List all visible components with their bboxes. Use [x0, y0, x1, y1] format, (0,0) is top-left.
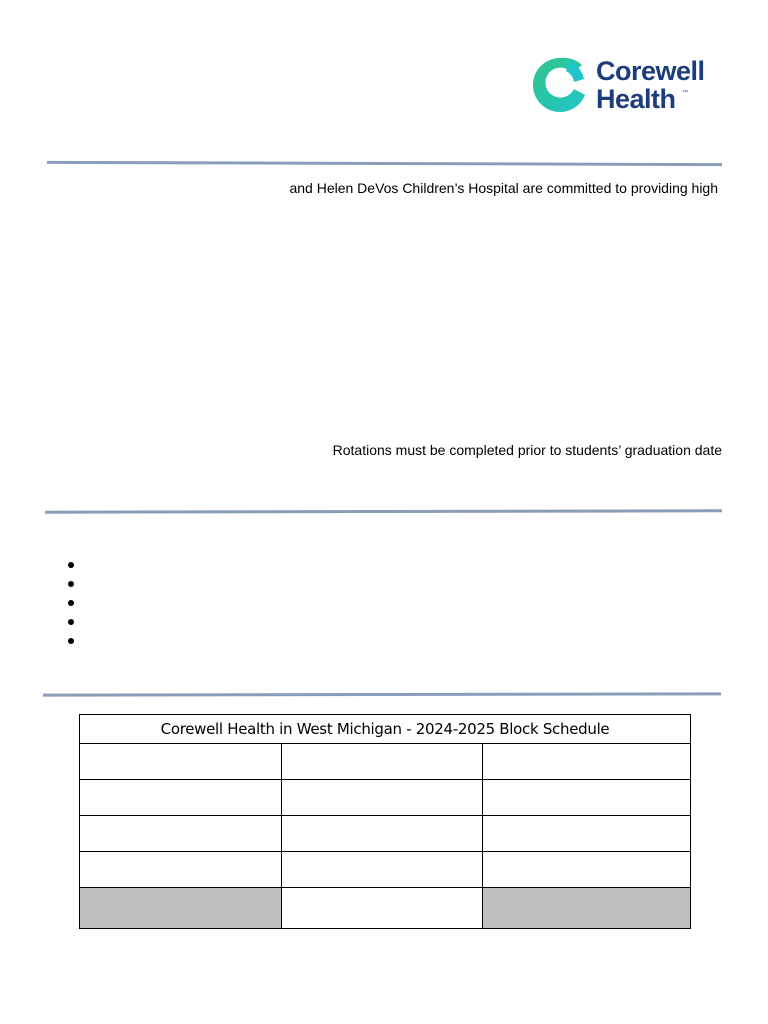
- table-cell: [282, 780, 483, 816]
- corewell-health-logo: [530, 55, 720, 117]
- table-title: Corewell Health in West Michigan - 2024-2025 Block Schedule: [80, 715, 691, 744]
- table-cell: [483, 744, 691, 780]
- table-cell: [483, 780, 691, 816]
- table-cell: [80, 816, 282, 852]
- table-row: [80, 816, 691, 852]
- section-divider-3: [43, 692, 721, 696]
- section-divider-1: [47, 161, 722, 166]
- section-divider-2: [45, 509, 722, 513]
- bullet-item: [66, 575, 86, 594]
- table-row: [80, 852, 691, 888]
- table-cell-shaded: [80, 888, 282, 929]
- logo-line-2: Health: [596, 84, 676, 114]
- logo-line-1: Corewell: [596, 56, 705, 86]
- table-row: [80, 780, 691, 816]
- table-cell-shaded: [483, 888, 691, 929]
- table-cell: [80, 744, 282, 780]
- bullet-item: [66, 556, 86, 575]
- table-row: [80, 888, 691, 929]
- logo-ring-icon: [530, 55, 590, 117]
- table-row: [80, 744, 691, 780]
- table-cell: [282, 852, 483, 888]
- table-cell: [80, 780, 282, 816]
- trademark-symbol: ™: [682, 90, 688, 96]
- table-cell: [80, 852, 282, 888]
- table-cell: [282, 816, 483, 852]
- block-schedule-table: [79, 714, 691, 929]
- bullet-item: [66, 594, 86, 613]
- table-cell: [483, 852, 691, 888]
- rotation-note: Rotations must be completed prior to students’ graduation date: [332, 442, 722, 458]
- intro-text: and Helen DeVos Children’s Hospital are committed to providing high: [289, 180, 718, 196]
- bullet-item: [66, 632, 86, 651]
- table-cell: [282, 888, 483, 929]
- bullet-item: [66, 613, 86, 632]
- table-cell: [282, 744, 483, 780]
- logo-wordmark: [596, 57, 705, 113]
- table-cell: [483, 816, 691, 852]
- bullet-list: [66, 556, 86, 651]
